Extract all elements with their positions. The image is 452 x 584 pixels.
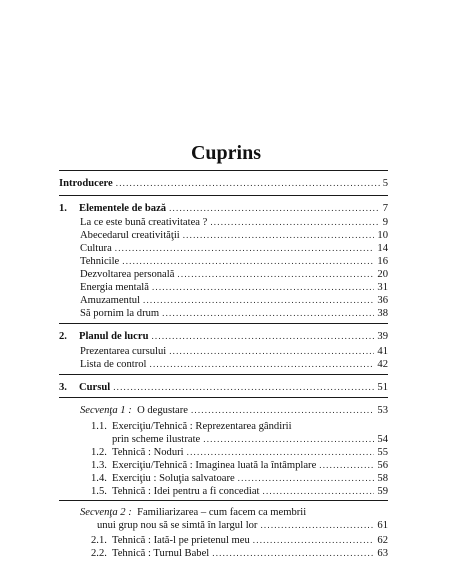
divider — [59, 397, 388, 398]
dot-leader — [260, 519, 374, 532]
entry-label: Exerciţiu : Soluţia salvatoare — [112, 473, 235, 484]
entry-label: Exerciţiu/Tehnică : Imaginea luată la întâmplare — [112, 460, 317, 471]
entry-label: Să pornim la drum — [80, 308, 160, 319]
dot-leader — [210, 216, 379, 229]
toc-entry — [80, 358, 388, 371]
entry-label: Dezvoltarea personală — [80, 269, 175, 280]
entry-label: Energia mentală — [80, 282, 149, 293]
entry-page: 7 — [382, 203, 388, 214]
toc-entry — [80, 255, 388, 268]
entry-label: Familiarizarea – cum facem ca membrii — [137, 507, 307, 518]
dot-leader — [238, 472, 375, 485]
toc-chapter-2 — [59, 330, 388, 343]
toc-entry — [91, 547, 388, 560]
entry-page: 62 — [377, 535, 388, 546]
entry-page: 53 — [377, 405, 388, 416]
dot-leader — [116, 177, 380, 190]
toc-entry-line — [91, 420, 292, 433]
entry-label: O degustare — [137, 405, 188, 416]
toc-entry — [91, 485, 388, 498]
entry-page: 9 — [382, 217, 388, 228]
entry-page: 38 — [377, 308, 388, 319]
toc-entry — [80, 281, 388, 294]
dot-leader — [122, 255, 374, 268]
entry-page: 39 — [377, 331, 388, 342]
dot-leader — [253, 534, 375, 547]
entry-page: 36 — [377, 295, 388, 306]
entry-label: Prezentarea cursului — [80, 346, 167, 357]
entry-label: Planul de lucru — [79, 331, 149, 342]
entry-page: 10 — [377, 230, 388, 241]
divider — [59, 323, 388, 324]
entry-label: Tehnicile — [80, 256, 120, 267]
entry-page: 59 — [377, 486, 388, 497]
entry-label: Cultura — [80, 243, 112, 254]
toc-chapter-3 — [59, 381, 388, 394]
entry-page: 61 — [377, 520, 388, 531]
dot-leader — [183, 229, 375, 242]
entry-page: 31 — [377, 282, 388, 293]
toc-entry — [112, 433, 388, 446]
entry-label: Tehnică : Iată-l pe prietenul meu — [112, 535, 250, 546]
entry-label: Exerciţiu/Tehnică : Reprezentarea gândirii — [112, 421, 292, 432]
entry-page: 41 — [377, 346, 388, 357]
toc-entry — [97, 519, 388, 532]
entry-label: La ce este bună creativitatea ? — [80, 217, 208, 228]
dot-leader — [143, 294, 374, 307]
entry-page: 16 — [377, 256, 388, 267]
toc-entry — [80, 242, 388, 255]
toc-entry — [80, 229, 388, 242]
dot-leader — [152, 281, 374, 294]
entry-page: 63 — [377, 548, 388, 559]
dot-leader — [169, 202, 380, 215]
dot-leader — [191, 404, 374, 417]
toc-entry — [80, 345, 388, 358]
entry-page: 54 — [377, 434, 388, 445]
entry-page: 56 — [377, 460, 388, 471]
entry-label-continued: prin scheme ilustrate — [112, 434, 201, 445]
entry-page: 20 — [377, 269, 388, 280]
sequence-prefix: Secvenţa 2 : — [80, 507, 132, 518]
dot-leader — [212, 547, 374, 560]
dot-leader — [169, 345, 374, 358]
toc-entry-introducere — [59, 177, 388, 190]
entry-page: 42 — [377, 359, 388, 370]
entry-number: 1.2. — [91, 447, 107, 458]
divider — [59, 500, 388, 501]
entry-label: Tehnică : Turnul Babel — [112, 548, 210, 559]
dot-leader — [177, 268, 374, 281]
entry-page: 58 — [377, 473, 388, 484]
entry-page: 5 — [382, 178, 388, 189]
entry-number: 2.2. — [91, 548, 107, 559]
entry-number: 1.1. — [91, 421, 107, 432]
entry-number: 1.4. — [91, 473, 107, 484]
dot-leader — [113, 381, 374, 394]
entry-number: 1.3. — [91, 460, 107, 471]
chapter-number: 3. — [59, 382, 67, 393]
dot-leader — [115, 242, 375, 255]
toc-entry — [91, 472, 388, 485]
dot-leader — [150, 358, 375, 371]
entry-label: Lista de control — [80, 359, 147, 370]
entry-label-continued: unui grup nou să se simtă în largul lor — [97, 520, 258, 531]
toc-entry — [80, 307, 388, 320]
dot-leader — [151, 330, 374, 343]
entry-number: 2.1. — [91, 535, 107, 546]
divider — [59, 170, 388, 171]
divider — [59, 195, 388, 196]
entry-page: 14 — [377, 243, 388, 254]
dot-leader — [162, 307, 374, 320]
toc-entry — [91, 446, 388, 459]
entry-label: Tehnică : Noduri — [112, 447, 184, 458]
dot-leader — [319, 459, 374, 472]
toc-sequence-2 — [80, 506, 306, 519]
entry-label: Cursul — [79, 382, 111, 393]
divider — [59, 374, 388, 375]
toc-sequence-1 — [80, 404, 388, 417]
dot-leader — [263, 485, 375, 498]
entry-label: Abecedarul creativităţii — [80, 230, 180, 241]
entry-label: Introducere — [59, 178, 113, 189]
toc-entry — [80, 268, 388, 281]
dot-leader — [187, 446, 375, 459]
toc-entry — [91, 459, 388, 472]
entry-page: 55 — [377, 447, 388, 458]
dot-leader — [203, 433, 374, 446]
entry-page: 51 — [377, 382, 388, 393]
entry-number: 1.5. — [91, 486, 107, 497]
toc-chapter-1 — [59, 202, 388, 215]
chapter-number: 2. — [59, 331, 67, 342]
entry-label: Tehnică : Idei pentru a fi concediat — [112, 486, 260, 497]
toc-entry — [80, 294, 388, 307]
chapter-number: 1. — [59, 203, 67, 214]
page-title: Cuprins — [190, 142, 262, 164]
entry-label: Amuzamentul — [80, 295, 141, 306]
sequence-prefix: Secvenţa 1 : — [80, 405, 132, 416]
toc-entry — [80, 216, 388, 229]
entry-label: Elementele de bază — [79, 203, 167, 214]
toc-entry — [91, 534, 388, 547]
